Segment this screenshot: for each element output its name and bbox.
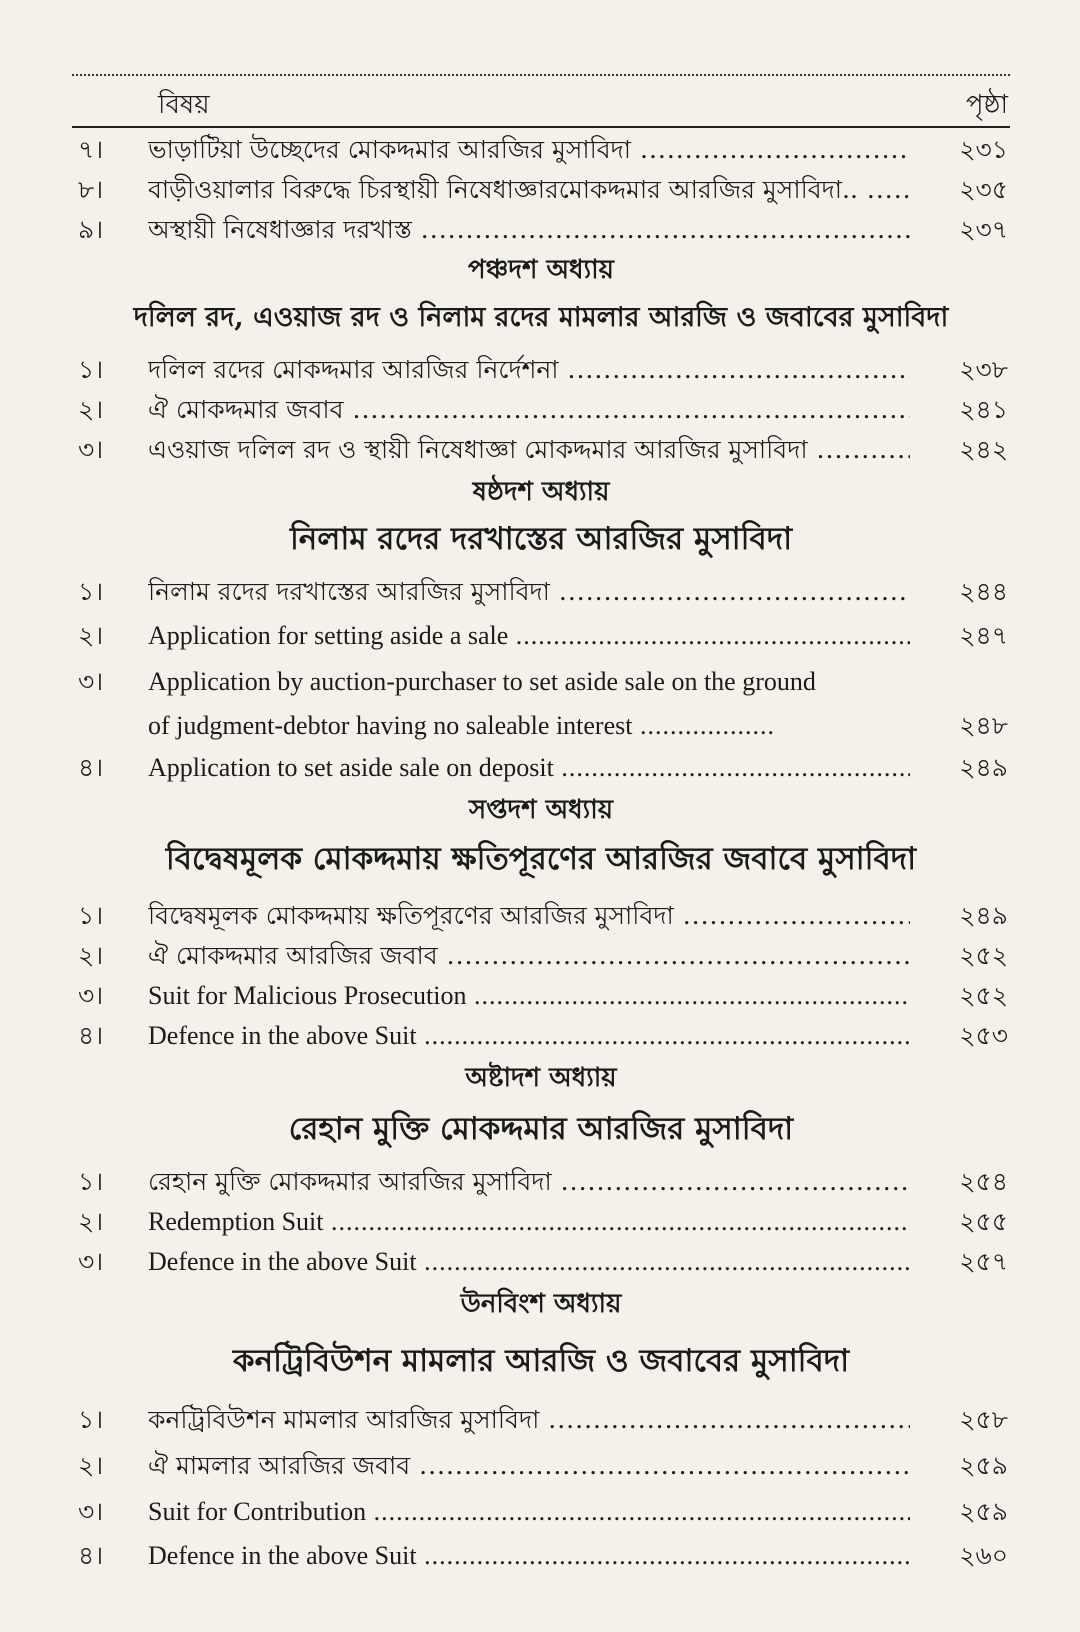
toc-entry — [72, 1400, 1010, 1440]
entry-number: ২। — [78, 1451, 104, 1480]
entry-number: ২। — [78, 941, 104, 970]
entry-page: ২৬০ — [959, 1541, 1008, 1570]
entry-page: ২৫৫ — [959, 1207, 1008, 1236]
toc-entry — [72, 748, 1010, 788]
toc-entry — [72, 896, 1010, 936]
entry-title: ঐ মোকদ্দমার আরজির জবাব ..... — [148, 936, 910, 976]
chapter-heading: অষ্টাদশ অধ্যায় — [465, 1063, 617, 1093]
toc-entry — [72, 1016, 1010, 1056]
entry-page: ২৪৪ — [959, 577, 1008, 606]
entry-page: ২৪৮ — [959, 711, 1008, 740]
entry-title: ঐ মামলার আরজির জবাব ..... — [148, 1446, 910, 1486]
toc-entry — [72, 616, 1010, 656]
chapter-title: বিদ্বেষমূলক মোকদ্দমায় ক্ষতিপূরণের আরজির জবাবে মুসাবিদা — [165, 841, 917, 877]
entry-number: ১। — [78, 1405, 104, 1434]
top-dotted-rule — [72, 74, 1010, 76]
entry-title: অস্থায়ী নিষেধাজ্ঞার দরখাস্ত ..... — [148, 210, 910, 250]
entry-number: ২। — [78, 395, 104, 424]
toc-entry — [72, 210, 1010, 250]
toc-entry — [72, 1242, 1010, 1282]
page-column-header: পৃষ্ঠা — [965, 90, 1008, 120]
toc-page — [72, 0, 1010, 1632]
entry-number: ৩। — [78, 435, 104, 464]
entry-page: ২৫৭ — [959, 1247, 1008, 1276]
entry-page: ২৫৯ — [959, 1451, 1008, 1480]
entry-title: Application to set aside sale on deposit ..... — [148, 748, 910, 788]
entry-title: বাড়ীওয়ালার বিরুদ্ধে চিরস্থায়ী নিষেধাজ্ঞারমোকদ্দমার আরজির মুসাবিদা.. ..... — [148, 170, 910, 210]
toc-entry — [72, 390, 1010, 430]
entry-number: ৪। — [78, 753, 104, 782]
toc-entry — [72, 936, 1010, 976]
entry-number: ৩। — [78, 1247, 104, 1276]
entry-number: ১। — [78, 355, 104, 384]
entry-title: Redemption Suit ..... — [148, 1202, 910, 1242]
entry-title: Defence in the above Suit ..... — [148, 1016, 910, 1056]
toc-entry — [72, 1536, 1010, 1576]
chapter-heading: উনবিংশ অধ্যায় — [460, 1289, 622, 1319]
entry-page: ২৫২ — [959, 941, 1008, 970]
chapter-title: কনট্রিবিউশন মামলার আরজি ও জবাবের মুসাবিদা — [232, 1343, 850, 1379]
toc-entry — [72, 1162, 1010, 1202]
entry-title: নিলাম রদের দরখাস্তের আরজির মুসাবিদা ..... — [148, 572, 910, 612]
entry-number: ১। — [78, 1167, 104, 1196]
toc-entry — [72, 350, 1010, 390]
entry-title: ভাড়াটিয়া উচ্ছেদের মোকদ্দমার আরজির মুসাবিদা ..... — [148, 130, 910, 170]
toc-entry — [72, 572, 1010, 612]
toc-entry — [72, 170, 1010, 210]
entry-number: ৯। — [78, 215, 104, 244]
header-rule — [72, 126, 1010, 128]
toc-entry — [72, 1446, 1010, 1486]
entry-title: বিদ্বেষমূলক মোকদ্দমায় ক্ষতিপূরণের আরজির মুসাবিদা ..... — [148, 896, 910, 936]
chapter-title: দলিল রদ, এওয়াজ রদ ও নিলাম রদের মামলার আরজি ও জবাবের মুসাবিদা — [133, 302, 949, 333]
entry-page: ২৪৯ — [959, 753, 1008, 782]
toc-entry — [72, 1202, 1010, 1242]
entry-number: ৩। — [78, 667, 104, 696]
entry-title-line-1: Application by auction-purchaser to set aside sale on the ground — [148, 667, 816, 696]
entry-page: ২৪৭ — [959, 621, 1008, 650]
entry-page: ২৩৮ — [959, 355, 1008, 384]
entry-page: ২৩৭ — [959, 215, 1008, 244]
entry-page: ২৫৯ — [959, 1497, 1008, 1526]
entry-page: ২৫২ — [959, 981, 1008, 1010]
entry-page: ২৩১ — [959, 135, 1008, 164]
chapter-title: নিলাম রদের দরখাস্তের আরজির মুসাবিদা — [289, 521, 793, 557]
entry-title: রেহান মুক্তি মোকদ্দমার আরজির মুসাবিদা ..... — [148, 1162, 910, 1202]
entry-page: ২৫৪ — [959, 1167, 1008, 1196]
entry-title: Application for setting aside a sale ..... — [148, 616, 910, 656]
entry-title: এওয়াজ দলিল রদ ও স্থায়ী নিষেধাজ্ঞা মোকদ্দমার আরজির মুসাবিদা ..... — [148, 430, 910, 470]
toc-entry — [72, 1492, 1010, 1532]
toc-entry — [72, 130, 1010, 170]
entry-page: ২৩৫ — [959, 175, 1008, 204]
entry-page: ২৪২ — [959, 435, 1008, 464]
entry-number: ৭। — [78, 135, 104, 164]
entry-number: ৪। — [78, 1541, 104, 1570]
entry-title-line-2: of judgment-debtor having no saleable interest ..... — [148, 711, 775, 740]
toc-entry — [72, 976, 1010, 1016]
entry-page: ২৪১ — [959, 395, 1008, 424]
chapter-heading: সপ্তদশ অধ্যায় — [468, 795, 614, 825]
entry-page: ২৪৯ — [959, 901, 1008, 930]
entry-number: ৪। — [78, 1021, 104, 1050]
entry-title: Defence in the above Suit ..... — [148, 1536, 910, 1576]
entry-page: ২৫৩ — [959, 1021, 1008, 1050]
entry-page: ২৫৮ — [959, 1405, 1008, 1434]
entry-title: Suit for Contribution ..... — [148, 1492, 910, 1532]
entry-number: ৩। — [78, 1497, 104, 1526]
subject-column-header: বিষয় — [158, 90, 210, 120]
entry-title: Suit for Malicious Prosecution ..... — [148, 976, 910, 1016]
entry-number: ৩। — [78, 981, 104, 1010]
toc-entry — [72, 430, 1010, 470]
entry-number: ৮। — [78, 175, 104, 204]
entry-number: ২। — [78, 1207, 104, 1236]
toc-entry — [72, 660, 1010, 744]
chapter-heading: ষষ্ঠদশ অধ্যায় — [472, 477, 610, 507]
entry-title — [148, 660, 910, 748]
entry-title: দলিল রদের মোকদ্দমার আরজির নির্দেশনা ..... — [148, 350, 910, 390]
chapter-heading: পঞ্চদশ অধ্যায় — [468, 255, 614, 285]
entry-number: ২। — [78, 621, 104, 650]
entry-title: কনট্রিবিউশন মামলার আরজির মুসাবিদা ..... — [148, 1400, 910, 1440]
chapter-title: রেহান মুক্তি মোকদ্দমার আরজির মুসাবিদা — [288, 1111, 794, 1147]
entry-title: Defence in the above Suit ..... — [148, 1242, 910, 1282]
entry-number: ১। — [78, 577, 104, 606]
entry-number: ১। — [78, 901, 104, 930]
toc-header — [72, 78, 1010, 122]
entry-title: ঐ মোকদ্দমার জবাব ..... — [148, 390, 910, 430]
